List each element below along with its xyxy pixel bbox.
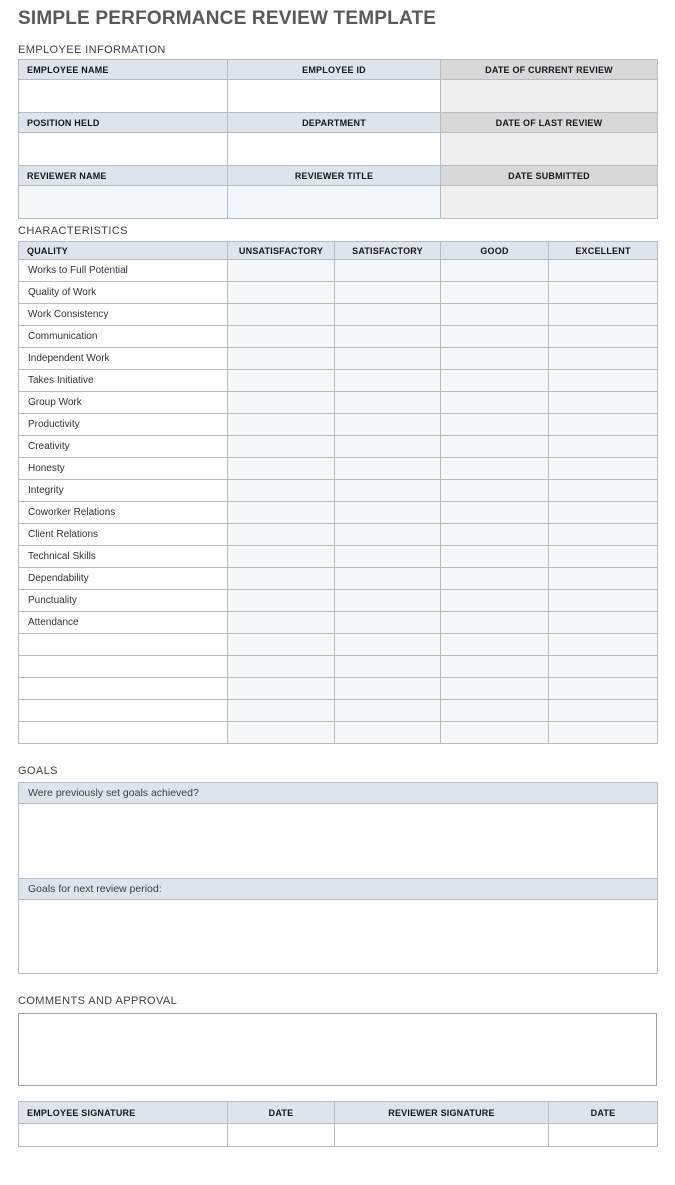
- rating-cell-good[interactable]: [441, 634, 549, 656]
- header-position-held: POSITION HELD: [19, 113, 228, 133]
- rating-cell-good[interactable]: [441, 260, 549, 282]
- rating-cell-unsatisfactory[interactable]: [228, 392, 335, 414]
- quality-label: Works to Full Potential: [19, 260, 228, 282]
- header-excellent: EXCELLENT: [549, 242, 658, 260]
- rating-cell-satisfactory[interactable]: [335, 370, 441, 392]
- goal-prompt-previous-goals: Were previously set goals achieved?: [19, 783, 658, 804]
- rating-cell-excellent[interactable]: [549, 414, 658, 436]
- rating-cell-excellent[interactable]: [549, 590, 658, 612]
- rating-cell-good[interactable]: [441, 414, 549, 436]
- rating-cell-excellent[interactable]: [549, 458, 658, 480]
- rating-cell-unsatisfactory[interactable]: [228, 414, 335, 436]
- rating-cell-good[interactable]: [441, 722, 549, 744]
- table-row: [19, 634, 658, 656]
- rating-cell-unsatisfactory[interactable]: [228, 700, 335, 722]
- quality-label: [19, 634, 228, 656]
- rating-cell-satisfactory[interactable]: [335, 634, 441, 656]
- rating-cell-satisfactory[interactable]: [335, 392, 441, 414]
- quality-label: Attendance: [19, 612, 228, 634]
- rating-cell-unsatisfactory[interactable]: [228, 348, 335, 370]
- header-reviewer-name: REVIEWER NAME: [19, 166, 228, 186]
- rating-cell-good[interactable]: [441, 480, 549, 502]
- quality-label: Punctuality: [19, 590, 228, 612]
- comments-input-area[interactable]: [18, 1013, 657, 1086]
- header-reviewer-signature-date: DATE: [549, 1102, 658, 1124]
- table-row: [19, 524, 658, 546]
- employee-name-input-cell[interactable]: [19, 80, 228, 113]
- quality-label: [19, 678, 228, 700]
- rating-cell-unsatisfactory[interactable]: [228, 546, 335, 568]
- table-row: [19, 458, 658, 480]
- header-employee-name: EMPLOYEE NAME: [19, 60, 228, 80]
- quality-label: [19, 656, 228, 678]
- quality-label: [19, 722, 228, 744]
- table-row: [19, 260, 658, 282]
- rating-cell-satisfactory[interactable]: [335, 480, 441, 502]
- table-row: [19, 656, 658, 678]
- table-row: [19, 392, 658, 414]
- reviewer-name-input-cell[interactable]: [19, 186, 228, 219]
- date-of-last-review-input-cell[interactable]: [441, 133, 658, 166]
- rating-cell-good[interactable]: [441, 436, 549, 458]
- header-date-of-current-review: DATE OF CURRENT REVIEW: [441, 60, 658, 80]
- rating-cell-good[interactable]: [441, 524, 549, 546]
- employee-info-table: [18, 59, 658, 219]
- rating-cell-good[interactable]: [441, 656, 549, 678]
- rating-cell-unsatisfactory[interactable]: [228, 524, 335, 546]
- employee-id-input-cell[interactable]: [228, 80, 441, 113]
- rating-cell-excellent[interactable]: [549, 282, 658, 304]
- date-of-current-review-input-cell[interactable]: [441, 80, 658, 113]
- rating-cell-unsatisfactory[interactable]: [228, 304, 335, 326]
- table-row: [19, 282, 658, 304]
- rating-cell-unsatisfactory[interactable]: [228, 656, 335, 678]
- rating-cell-unsatisfactory[interactable]: [228, 436, 335, 458]
- signature-table: [18, 1101, 658, 1147]
- table-row: [19, 304, 658, 326]
- table-row: [19, 370, 658, 392]
- table-row: [19, 133, 658, 166]
- rating-cell-satisfactory[interactable]: [335, 590, 441, 612]
- rating-cell-satisfactory[interactable]: [335, 568, 441, 590]
- table-row: [19, 326, 658, 348]
- rating-cell-excellent[interactable]: [549, 568, 658, 590]
- quality-label: Dependability: [19, 568, 228, 590]
- reviewer-signature-date-input-cell[interactable]: [549, 1124, 658, 1147]
- table-row: [19, 678, 658, 700]
- table-header-row: [19, 60, 658, 80]
- rating-cell-satisfactory[interactable]: [335, 546, 441, 568]
- rating-cell-excellent[interactable]: [549, 678, 658, 700]
- quality-label: Integrity: [19, 480, 228, 502]
- table-row: [19, 568, 658, 590]
- rating-cell-excellent[interactable]: [549, 524, 658, 546]
- rating-cell-satisfactory[interactable]: [335, 722, 441, 744]
- rating-cell-good[interactable]: [441, 678, 549, 700]
- quality-label: Creativity: [19, 436, 228, 458]
- quality-label: Honesty: [19, 458, 228, 480]
- quality-label: Work Consistency: [19, 304, 228, 326]
- header-department: DEPARTMENT: [228, 113, 441, 133]
- header-unsatisfactory: UNSATISFACTORY: [228, 242, 335, 260]
- table-row: [19, 348, 658, 370]
- header-quality: QUALITY: [19, 242, 228, 260]
- table-row: [19, 80, 658, 113]
- page-title: SIMPLE PERFORMANCE REVIEW TEMPLATE: [18, 8, 437, 29]
- rating-cell-excellent[interactable]: [549, 436, 658, 458]
- position-held-input-cell[interactable]: [19, 133, 228, 166]
- rating-cell-excellent[interactable]: [549, 480, 658, 502]
- rating-cell-satisfactory[interactable]: [335, 260, 441, 282]
- reviewer-signature-input-cell[interactable]: [335, 1124, 549, 1147]
- rating-cell-good[interactable]: [441, 348, 549, 370]
- quality-label: Communication: [19, 326, 228, 348]
- rating-cell-unsatisfactory[interactable]: [228, 502, 335, 524]
- rating-cell-unsatisfactory[interactable]: [228, 326, 335, 348]
- section-label-comments-and-approval: COMMENTS AND APPROVAL: [18, 995, 178, 1007]
- rating-cell-satisfactory[interactable]: [335, 524, 441, 546]
- rating-cell-satisfactory[interactable]: [335, 678, 441, 700]
- rating-cell-excellent[interactable]: [549, 370, 658, 392]
- table-row: [19, 502, 658, 524]
- table-row: [19, 1124, 658, 1147]
- rating-cell-satisfactory[interactable]: [335, 700, 441, 722]
- rating-cell-unsatisfactory[interactable]: [228, 634, 335, 656]
- next-period-goals-answer-area[interactable]: [19, 900, 658, 974]
- rating-cell-excellent[interactable]: [549, 326, 658, 348]
- table-row: [19, 436, 658, 458]
- goals-table: [18, 782, 658, 974]
- rating-cell-satisfactory[interactable]: [335, 414, 441, 436]
- rating-cell-excellent[interactable]: [549, 392, 658, 414]
- rating-cell-unsatisfactory[interactable]: [228, 722, 335, 744]
- rating-cell-good[interactable]: [441, 568, 549, 590]
- table-header-row: [19, 242, 658, 260]
- header-employee-id: EMPLOYEE ID: [228, 60, 441, 80]
- rating-cell-good[interactable]: [441, 458, 549, 480]
- date-submitted-input-cell[interactable]: [441, 186, 658, 219]
- rating-cell-unsatisfactory[interactable]: [228, 260, 335, 282]
- quality-label: Technical Skills: [19, 546, 228, 568]
- rating-cell-satisfactory[interactable]: [335, 304, 441, 326]
- quality-label: Client Relations: [19, 524, 228, 546]
- quality-label: Quality of Work: [19, 282, 228, 304]
- rating-cell-good[interactable]: [441, 370, 549, 392]
- rating-cell-excellent[interactable]: [549, 546, 658, 568]
- rating-cell-unsatisfactory[interactable]: [228, 678, 335, 700]
- header-satisfactory: SATISFACTORY: [335, 242, 441, 260]
- rating-cell-satisfactory[interactable]: [335, 436, 441, 458]
- rating-cell-satisfactory[interactable]: [335, 348, 441, 370]
- rating-cell-excellent[interactable]: [549, 634, 658, 656]
- rating-cell-unsatisfactory[interactable]: [228, 612, 335, 634]
- quality-label: Independent Work: [19, 348, 228, 370]
- table-row: [19, 546, 658, 568]
- table-header-row: [19, 1102, 658, 1124]
- rating-cell-satisfactory[interactable]: [335, 612, 441, 634]
- rating-cell-good[interactable]: [441, 502, 549, 524]
- section-label-goals: GOALS: [18, 765, 58, 777]
- goal-prompt-row: [19, 879, 658, 900]
- table-row: [19, 612, 658, 634]
- header-reviewer-title: REVIEWER TITLE: [228, 166, 441, 186]
- table-header-row: [19, 113, 658, 133]
- rating-cell-unsatisfactory[interactable]: [228, 458, 335, 480]
- quality-label: Takes Initiative: [19, 370, 228, 392]
- rating-cell-excellent[interactable]: [549, 260, 658, 282]
- rating-cell-satisfactory[interactable]: [335, 656, 441, 678]
- table-row: [19, 700, 658, 722]
- header-employee-signature-date: DATE: [228, 1102, 335, 1124]
- rating-cell-unsatisfactory[interactable]: [228, 568, 335, 590]
- header-employee-signature: EMPLOYEE SIGNATURE: [19, 1102, 228, 1124]
- rating-cell-excellent[interactable]: [549, 700, 658, 722]
- rating-cell-excellent[interactable]: [549, 502, 658, 524]
- table-row: [19, 480, 658, 502]
- reviewer-title-input-cell[interactable]: [228, 186, 441, 219]
- rating-cell-excellent[interactable]: [549, 348, 658, 370]
- rating-cell-excellent[interactable]: [549, 722, 658, 744]
- rating-cell-satisfactory[interactable]: [335, 282, 441, 304]
- rating-cell-good[interactable]: [441, 546, 549, 568]
- rating-cell-excellent[interactable]: [549, 656, 658, 678]
- quality-label: Productivity: [19, 414, 228, 436]
- quality-label: Coworker Relations: [19, 502, 228, 524]
- goal-prompt-row: [19, 783, 658, 804]
- header-good: GOOD: [441, 242, 549, 260]
- rating-cell-good[interactable]: [441, 612, 549, 634]
- rating-cell-unsatisfactory[interactable]: [228, 370, 335, 392]
- header-date-submitted: DATE SUBMITTED: [441, 166, 658, 186]
- section-label-characteristics: CHARACTERISTICS: [18, 225, 128, 237]
- goal-answer-row: [19, 804, 658, 879]
- table-row: [19, 590, 658, 612]
- rating-cell-unsatisfactory[interactable]: [228, 282, 335, 304]
- table-row: [19, 722, 658, 744]
- previous-goals-answer-area[interactable]: [19, 804, 658, 879]
- rating-cell-excellent[interactable]: [549, 612, 658, 634]
- quality-label: Group Work: [19, 392, 228, 414]
- employee-signature-input-cell[interactable]: [19, 1124, 228, 1147]
- section-label-employee-information: EMPLOYEE INFORMATION: [18, 44, 166, 56]
- goal-answer-row: [19, 900, 658, 974]
- rating-cell-good[interactable]: [441, 590, 549, 612]
- characteristics-table: [18, 241, 658, 744]
- rating-cell-good[interactable]: [441, 304, 549, 326]
- rating-cell-satisfactory[interactable]: [335, 458, 441, 480]
- rating-cell-good[interactable]: [441, 282, 549, 304]
- department-input-cell[interactable]: [228, 133, 441, 166]
- table-row: [19, 414, 658, 436]
- rating-cell-satisfactory[interactable]: [335, 326, 441, 348]
- rating-cell-good[interactable]: [441, 326, 549, 348]
- header-date-of-last-review: DATE OF LAST REVIEW: [441, 113, 658, 133]
- rating-cell-satisfactory[interactable]: [335, 502, 441, 524]
- rating-cell-unsatisfactory[interactable]: [228, 590, 335, 612]
- employee-signature-date-input-cell[interactable]: [228, 1124, 335, 1147]
- table-row: [19, 186, 658, 219]
- rating-cell-excellent[interactable]: [549, 304, 658, 326]
- quality-label: [19, 700, 228, 722]
- goal-prompt-next-period: Goals for next review period:: [19, 879, 658, 900]
- rating-cell-good[interactable]: [441, 392, 549, 414]
- rating-cell-unsatisfactory[interactable]: [228, 480, 335, 502]
- rating-cell-good[interactable]: [441, 700, 549, 722]
- document-page: [0, 8, 675, 1147]
- table-header-row: [19, 166, 658, 186]
- header-reviewer-signature: REVIEWER SIGNATURE: [335, 1102, 549, 1124]
